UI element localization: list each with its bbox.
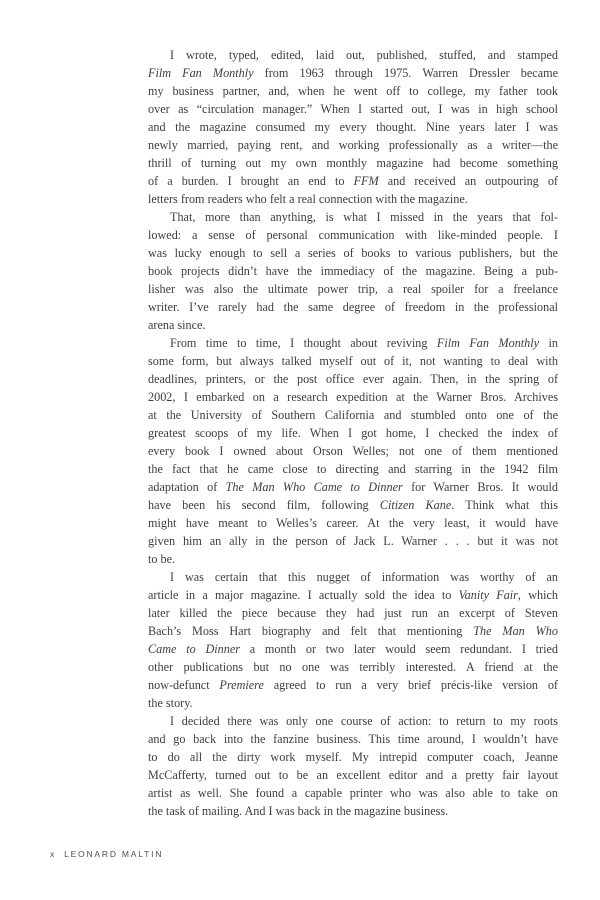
text-line: later killed the piece because they had just run an excerpt of Steven	[148, 606, 558, 620]
text-line: and go back into the fanzine business. This time around, I wouldn’t have	[148, 732, 558, 746]
text-line: lisher was also the ultimate power trip, a real spoiler for a freelance	[148, 282, 558, 296]
text-line: my business partner, and, when he went off to college, my father took	[148, 84, 558, 98]
text-line: of a burden. I brought an end to FFM and received an outpouring of	[148, 174, 558, 188]
text-line: article in a major magazine. I actually sold the idea to Vanity Fair, which	[148, 588, 558, 602]
text-line: now-defunct Premiere agreed to run a very brief précis-like version of	[148, 678, 558, 692]
text-line: arena since.	[148, 318, 206, 332]
text-line: the story.	[148, 696, 193, 710]
paragraph	[148, 208, 558, 334]
text-line: 2002, I embarked on a research expedition at the Warner Bros. Archives	[148, 390, 558, 404]
text-line: I wrote, typed, edited, laid out, published, stuffed, and stamped	[170, 48, 558, 62]
text-line: might have meant to Welles’s career. At the very least, it would have	[148, 516, 558, 530]
text-line: Bach’s Moss Hart biography and felt that mentioning The Man Who	[148, 624, 558, 638]
text-line: and the magazine consumed my every thought. Nine years later I was	[148, 120, 558, 134]
footer-author: LEONARD MALTIN	[64, 849, 164, 859]
text-line: to be.	[148, 552, 176, 566]
text-line: other publications but no one was terribly interested. A friend at the	[148, 660, 558, 674]
text-line: every book I owned about Orson Welles; not one of them mentioned	[148, 444, 558, 458]
text-line: some form, but always talked myself out of it, not wanting to deal with	[148, 354, 558, 368]
running-footer	[50, 849, 163, 859]
paragraph	[148, 568, 558, 712]
text-line: Came to Dinner a month or two later would seem redundant. I tried	[148, 642, 558, 656]
text-line: That, more than anything, is what I missed in the years that fol-	[170, 210, 558, 224]
text-line: I was certain that this nugget of information was worthy of an	[170, 570, 558, 584]
text-line: over as “circulation manager.” When I started out, I was in high school	[148, 102, 558, 116]
body-text	[148, 46, 558, 820]
text-line: letters from readers who felt a real connection with the magazine.	[148, 192, 468, 206]
text-line: at the University of Southern California and stumbled onto one of the	[148, 408, 558, 422]
text-line: was lucky enough to sell a series of books to various publishers, but the	[148, 246, 558, 260]
text-line: have been his second film, following Citizen Kane. Think what this	[148, 498, 558, 512]
text-line: writer. I’ve rarely had the same degree of freedom in the professional	[148, 300, 558, 314]
text-line: Film Fan Monthly from 1963 through 1975. Warren Dressler became	[148, 66, 558, 80]
text-line: McCafferty, turned out to be an excellent editor and a pretty fair layout	[148, 768, 558, 782]
text-line: to do all the dirty work myself. My intrepid computer coach, Jeanne	[148, 750, 558, 764]
text-line: newly married, paying rent, and working professionally as a writer—the	[148, 138, 558, 152]
page-number: x	[50, 849, 57, 859]
text-line: greatest scoops of my life. When I got home, I checked the index of	[148, 426, 558, 440]
text-line: From time to time, I thought about reviving Film Fan Monthly in	[170, 336, 558, 350]
text-line: the fact that he came close to directing and starring in the 1942 film	[148, 462, 558, 476]
text-line: book projects didn’t have the immediacy of the magazine. Being a pub-	[148, 264, 558, 278]
text-line: artist as well. She found a capable printer who was also able to take on	[148, 786, 558, 800]
text-line: thrill of turning out my own monthly magazine had become something	[148, 156, 558, 170]
paragraph	[148, 46, 558, 208]
text-line: given him an ally in the person of Jack L. Warner . . . but it was not	[148, 534, 558, 548]
text-line: the task of mailing. And I was back in the magazine business.	[148, 804, 449, 818]
text-line: deadlines, printers, or the post office ever again. Then, in the spring of	[148, 372, 558, 386]
paragraph	[148, 712, 558, 820]
text-line: adaptation of The Man Who Came to Dinner for Warner Bros. It would	[148, 480, 559, 494]
text-line: I decided there was only one course of action: to return to my roots	[170, 714, 558, 728]
paragraph	[148, 334, 558, 568]
text-line: lowed: a sense of personal communication with like-minded people. I	[148, 228, 558, 242]
